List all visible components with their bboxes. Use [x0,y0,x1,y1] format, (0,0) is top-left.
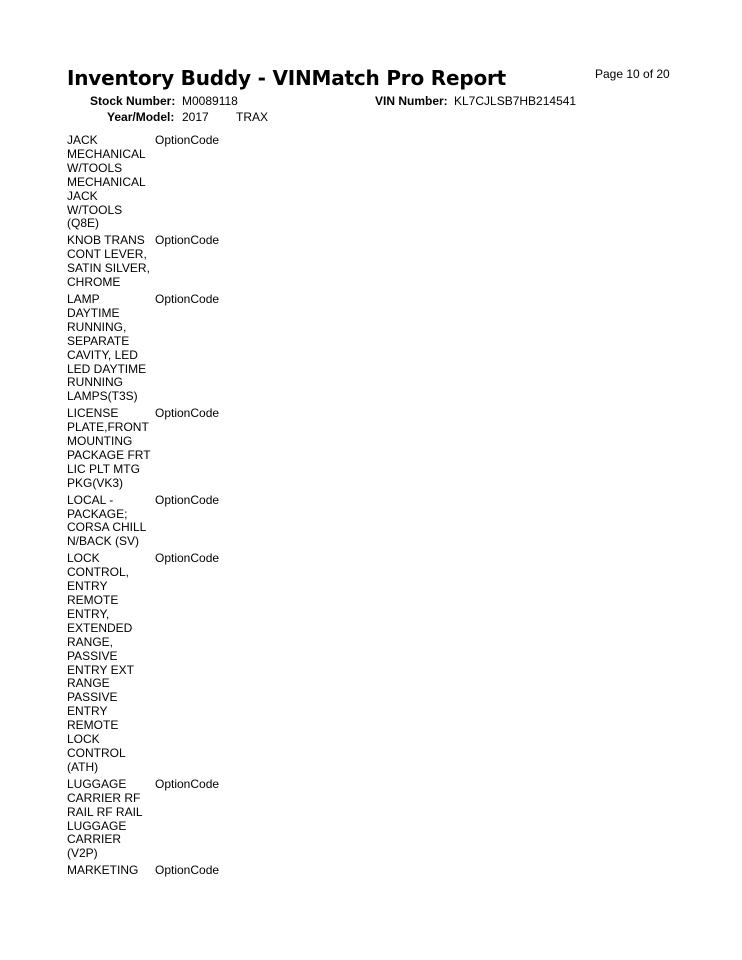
option-row [67,552,327,775]
option-description: KNOB TRANS CONT LEVER, SATIN SILVER, CHROME [67,233,150,290]
option-type: OptionCode [155,492,220,507]
option-description: LOCK CONTROL, ENTRY REMOTE ENTRY, EXTENDED RANGE, PASSIVE ENTRY EXT RANGE PASSIVE ENTRY REMOTE LOCK CONTROL (ATH) [67,551,134,774]
options-list [67,134,327,881]
option-type: OptionCode [155,551,220,566]
page-number: Page 10 of 20 [595,67,670,81]
option-description: LOCAL - PACKAGE; CORSA CHILL N/BACK (SV) [67,492,147,549]
option-row [67,778,327,861]
vin-number-value: KL7CJLSB7HB214541 [454,94,577,108]
option-description: MARKETING [67,863,139,878]
option-type: OptionCode [155,133,220,147]
option-type: OptionCode [155,863,220,878]
option-row [67,134,327,231]
option-description: LICENSE PLATE,FRONT MOUNTING PACKAGE FRT LIC PLT MTG PKG(VK3) [67,406,151,490]
option-type: OptionCode [155,406,220,421]
option-row [67,293,327,404]
model-value: TRAX [236,110,269,124]
option-type: OptionCode [155,776,220,791]
option-type: OptionCode [155,291,220,306]
option-row [67,494,327,550]
stock-number-value: M0089118 [182,94,238,108]
option-type: OptionCode [155,233,220,248]
option-row [67,234,327,290]
year-value: 2017 [182,110,209,124]
option-description: LUGGAGE CARRIER RF RAIL RF RAIL LUGGAGE CARRIER (V2P) [67,776,143,861]
report-title: Inventory Buddy - VINMatch Pro Report [67,66,507,90]
option-description: JACK MECHANICAL W/TOOLS MECHANICAL JACK W/TOOLS (Q8E) [67,133,146,231]
option-row [67,864,327,878]
stock-number-label: Stock Number: [90,94,176,108]
option-row [67,407,327,490]
vin-number-label: VIN Number: [375,94,448,108]
year-model-label: Year/Model: [107,110,175,124]
option-description: LAMP DAYTIME RUNNING, SEPARATE CAVITY, LED LED DAYTIME RUNNING LAMPS(T3S) [67,291,147,404]
